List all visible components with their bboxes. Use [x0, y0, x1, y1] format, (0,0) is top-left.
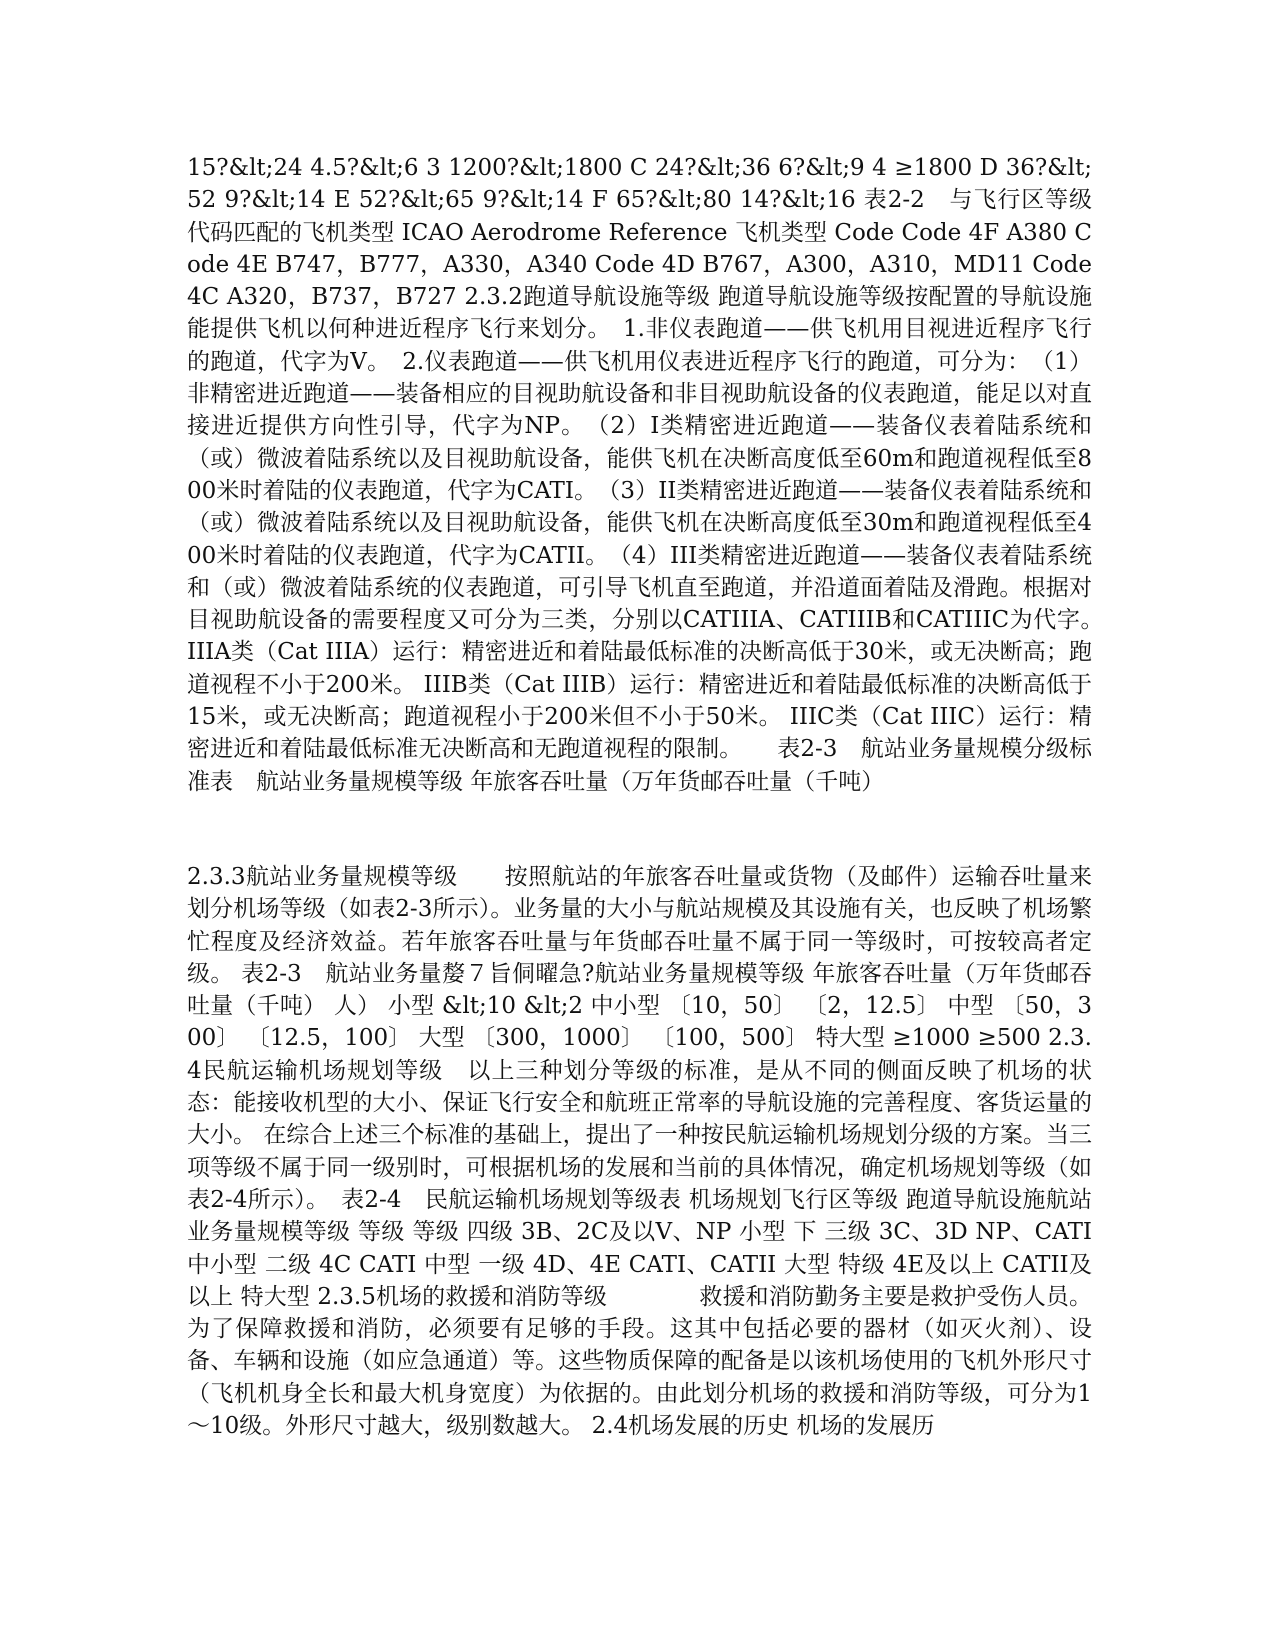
body-paragraph: 15?&lt;24 4.5?&lt;6 3 1200?&lt;1800 C 24?&lt;36 6?&lt;9 4 ≥1800 D 36?&lt;52 9?&lt;14 E 52?&lt;65 9?&lt;14 F 65?&lt;80 14?&lt;16 表2-2 与飞行区等级代码匹配的飞机类型 ICAO Aerodrome Reference 飞机类型 Code Code 4F A380 Code 4E B747，B777，A330，A340 Code 4D B767，A300，A310，MD11 Code 4C A320，B737，B727 2.3.2跑道导航设施等级 跑道导航设施等级按配置的导航设施能提供飞机以何种进近程序飞行来划分。 1.非仪表跑道——供飞机用目视进近程序飞行的跑道，代字为V。 2.仪表跑道——供飞机用仪表进近程序飞行的跑道，可分为： （1）非精密进近跑道——装备相应的目视助航设备和非目视助航设备的仪表跑道，能足以对直接进近提供方向性引导，代字为NP。 （2）I类精密进近跑道——装备仪表着陆系统和（或）微波着陆系统以及目视助航设备，能供飞机在决断高度低至60m和跑道视程低至800米时着陆的仪表跑道，代字为CATI。 （3）II类精密进近跑道——装备仪表着陆系统和（或）微波着陆系统以及目视助航设备，能供飞机在决断高度低至30m和跑道视程低至400米时着陆的仪表跑道，代字为CATII。 （4）III类精密进近跑道——装备仪表着陆系统和（或）微波着陆系统的仪表跑道，可引导飞机直至跑道，并沿道面着陆及滑跑。根据对目视助航设备的需要程度又可分为三类，分别以CATIIIA、CATIIIB和CATIIIC为代字。 IIIA类（Cat IIIA）运行：精密进近和着陆最低标准的决断高低于30米，或无决断高；跑道视程不小于200米。 IIIB类（Cat IIIB）运行：精密进近和着陆最低标准的决断高低于15米，或无决断高；跑道视程小于200米但不小于50米。 IIIC类（Cat IIIC）运行：精密进近和着陆最低标准无决断高和无跑道视程的限制。 表2-3 航站业务量规模分级标准表 航站业务量规模等级 年旅客吞吐量（万年货邮吞吐量（千吨） — [187, 155, 1115, 795]
body-paragraph: 2.3.3航站业务量规模等级 按照航站的年旅客吞吐量或货物（及邮件）运输吞吐量来划分机场等级（如表2-3所示）。业务量的大小与航站规模及其设施有关，也反映了机场繁忙程度及经济效益。若年旅客吞吐量与年货邮吞吐量不属于同一等级时，可按较高者定级。 表2-3 航站业务量嫠７旨侗曜急?航站业务量规模等级 年旅客吞吐量（万年货邮吞吐量（千吨） 人） 小型 &lt;10 &lt;2 中小型 〔10，50〕 〔2，12.5〕 中型 〔50，300〕 〔12.5，100〕 大型 〔300，1000〕 〔100，500〕 特大型 ≥1000 ≥500 2.3.4民航运输机场规划等级 以上三种划分等级的标准，是从不同的侧面反映了机场的状态：能接收机型的大小、保证飞行安全和航班正常率的导航设施的完善程度、客货运量的大小。 在综合上述三个标准的基础上，提出了一种按民航运输机场规划分级的方案。当三项等级不属于同一级别时，可根据机场的发展和当前的具体情况，确定机场规划等级（如表2-4所示）。 表2-4 民航运输机场规划等级表 机场规划飞行区等级 跑道导航设施航站业务量规模等级 等级 等级 四级 3B、2C及以V、NP 小型 下 三级 3C、3D NP、CATI 中小型 二级 4C CATI 中型 一级 4D、4E CATI、CATII 大型 特级 4E及以上 CATII及以上 特大型 2.3.5机场的救援和消防等级 救援和消防勤务主要是救护受伤人员。为了保障救援和消防，必须要有足够的手段。这其中包括必要的器材（如灭火剂）、设备、车辆和设施（如应急通道）等。这些物质保障的配备是以该机场使用的飞机外形尺寸（飞机机身全长和最大机身宽度）为依据的。由此划分机场的救援和消防等级，可分为1～10级。外形尺寸越大，级别数越大。 2.4机场发展的历史 机场的发展历 — [187, 864, 1092, 1440]
